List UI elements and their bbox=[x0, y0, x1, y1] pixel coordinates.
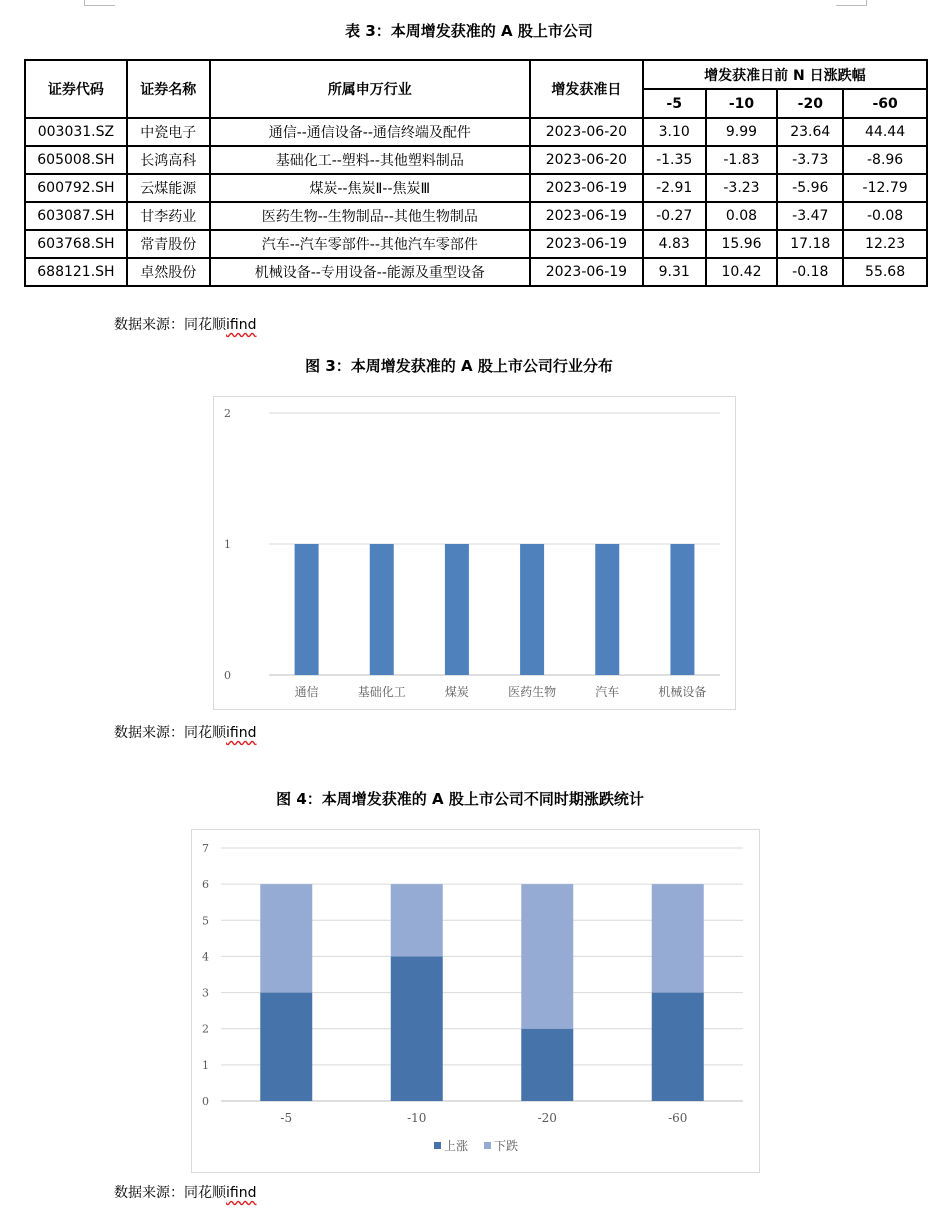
cell-code: 605008.SH bbox=[25, 146, 127, 174]
table-row bbox=[25, 202, 927, 230]
cell-name: 长鸿高科 bbox=[127, 146, 210, 174]
stock-table bbox=[24, 59, 928, 287]
cell-c20: 23.64 bbox=[777, 118, 843, 146]
cell-code: 688121.SH bbox=[25, 258, 127, 286]
source-note bbox=[114, 722, 256, 742]
stacked-bar-chart bbox=[192, 830, 759, 1172]
bar-segment bbox=[652, 884, 704, 992]
period-change-chart bbox=[191, 829, 760, 1173]
cell-date: 2023-06-19 bbox=[530, 230, 643, 258]
cell-c10: 0.08 bbox=[706, 202, 778, 230]
table-row bbox=[25, 258, 927, 286]
cell-industry: 通信--通信设备--通信终端及配件 bbox=[210, 118, 530, 146]
cell-c5: -1.35 bbox=[643, 146, 706, 174]
header-code: 证券代码 bbox=[25, 60, 127, 118]
header-name: 证券名称 bbox=[127, 60, 210, 118]
x-tick-label: 汽车 bbox=[595, 685, 620, 699]
table-title: 表 3：本周增发获准的 A 股上市公司 bbox=[345, 22, 593, 40]
bar bbox=[370, 544, 394, 675]
source-note bbox=[114, 314, 256, 334]
cell-c10: 15.96 bbox=[706, 230, 778, 258]
bar-segment bbox=[391, 956, 443, 1101]
y-tick-label: 3 bbox=[202, 986, 209, 1000]
bar-segment bbox=[521, 884, 573, 1029]
x-tick-label: -20 bbox=[537, 1111, 557, 1125]
cell-name: 中瓷电子 bbox=[127, 118, 210, 146]
header-period: -20 bbox=[777, 89, 843, 118]
y-tick-label: 6 bbox=[202, 878, 209, 892]
cell-c5: 9.31 bbox=[643, 258, 706, 286]
bar bbox=[595, 544, 619, 675]
source-tool: ifind bbox=[226, 317, 257, 333]
cell-industry: 汽车--汽车零部件--其他汽车零部件 bbox=[210, 230, 530, 258]
header-date: 增发获准日 bbox=[530, 60, 643, 118]
cell-industry: 机械设备--专用设备--能源及重型设备 bbox=[210, 258, 530, 286]
cell-c5: 3.10 bbox=[643, 118, 706, 146]
cell-date: 2023-06-20 bbox=[530, 118, 643, 146]
source-prefix: 数据来源：同花顺 bbox=[114, 1185, 226, 1201]
cell-code: 603087.SH bbox=[25, 202, 127, 230]
cell-name: 云煤能源 bbox=[127, 174, 210, 202]
x-tick-label: 基础化工 bbox=[357, 685, 406, 699]
cell-c20: 17.18 bbox=[777, 230, 843, 258]
y-tick-label: 1 bbox=[202, 1058, 209, 1072]
header-change-group: 增发获准日前 N 日涨跌幅 bbox=[643, 60, 927, 89]
cell-c60: -0.08 bbox=[843, 202, 927, 230]
legend-swatch bbox=[484, 1142, 491, 1149]
cell-c60: 12.23 bbox=[843, 230, 927, 258]
cell-code: 600792.SH bbox=[25, 174, 127, 202]
source-prefix: 数据来源：同花顺 bbox=[114, 317, 226, 333]
source-note bbox=[114, 1182, 256, 1202]
cell-name: 卓然股份 bbox=[127, 258, 210, 286]
bar bbox=[295, 544, 319, 675]
y-tick-label: 2 bbox=[224, 407, 231, 420]
cell-c60: 44.44 bbox=[843, 118, 927, 146]
cell-date: 2023-06-20 bbox=[530, 146, 643, 174]
header-period: -5 bbox=[643, 89, 706, 118]
cell-c10: 10.42 bbox=[706, 258, 778, 286]
x-tick-label: -5 bbox=[280, 1111, 293, 1125]
x-tick-label: 煤炭 bbox=[444, 685, 469, 699]
bar-segment bbox=[391, 884, 443, 956]
cell-industry: 基础化工--塑料--其他塑料制品 bbox=[210, 146, 530, 174]
page-corner-mark-left bbox=[84, 0, 115, 6]
cell-code: 603768.SH bbox=[25, 230, 127, 258]
cell-c10: -3.23 bbox=[706, 174, 778, 202]
x-tick-label: -60 bbox=[668, 1111, 688, 1125]
y-tick-label: 0 bbox=[224, 669, 231, 682]
cell-name: 常青股份 bbox=[127, 230, 210, 258]
table-row bbox=[25, 146, 927, 174]
bar-segment bbox=[521, 1029, 573, 1101]
bar bbox=[520, 544, 544, 675]
x-tick-label: 机械设备 bbox=[658, 685, 707, 699]
y-tick-label: 1 bbox=[224, 538, 231, 551]
cell-c10: -1.83 bbox=[706, 146, 778, 174]
source-tool: ifind bbox=[226, 725, 257, 741]
cell-code: 003031.SZ bbox=[25, 118, 127, 146]
cell-c20: -3.73 bbox=[777, 146, 843, 174]
legend-label: 下跌 bbox=[494, 1139, 519, 1153]
cell-c5: -2.91 bbox=[643, 174, 706, 202]
cell-industry: 煤炭--焦炭Ⅱ--焦炭Ⅲ bbox=[210, 174, 530, 202]
cell-c60: -12.79 bbox=[843, 174, 927, 202]
bar bbox=[670, 544, 694, 675]
table-row bbox=[25, 118, 927, 146]
cell-c5: -0.27 bbox=[643, 202, 706, 230]
table-header-row bbox=[25, 60, 927, 89]
source-prefix: 数据来源：同花顺 bbox=[114, 725, 226, 741]
cell-date: 2023-06-19 bbox=[530, 174, 643, 202]
cell-c60: -8.96 bbox=[843, 146, 927, 174]
header-industry: 所属申万行业 bbox=[210, 60, 530, 118]
table-row bbox=[25, 174, 927, 202]
cell-c60: 55.68 bbox=[843, 258, 927, 286]
x-tick-label: 医药生物 bbox=[508, 685, 557, 699]
cell-c5: 4.83 bbox=[643, 230, 706, 258]
legend-swatch bbox=[434, 1142, 441, 1149]
table-row bbox=[25, 230, 927, 258]
header-period: -10 bbox=[706, 89, 778, 118]
cell-c20: -5.96 bbox=[777, 174, 843, 202]
industry-distribution-chart bbox=[213, 396, 736, 710]
page-corner-mark-right bbox=[836, 0, 867, 6]
cell-c20: -0.18 bbox=[777, 258, 843, 286]
y-tick-label: 7 bbox=[202, 842, 209, 855]
bar bbox=[445, 544, 469, 675]
legend-label: 上涨 bbox=[444, 1139, 469, 1153]
cell-date: 2023-06-19 bbox=[530, 258, 643, 286]
bar-segment bbox=[260, 993, 312, 1101]
y-tick-label: 2 bbox=[202, 1022, 209, 1036]
y-tick-label: 4 bbox=[202, 950, 209, 964]
x-tick-label: 通信 bbox=[294, 685, 319, 699]
cell-industry: 医药生物--生物制品--其他生物制品 bbox=[210, 202, 530, 230]
chart3-title: 图 3：本周增发获准的 A 股上市公司行业分布 bbox=[305, 357, 613, 375]
cell-c20: -3.47 bbox=[777, 202, 843, 230]
x-tick-label: -10 bbox=[407, 1111, 427, 1125]
chart4-title: 图 4：本周增发获准的 A 股上市公司不同时期涨跌统计 bbox=[276, 790, 644, 808]
y-tick-label: 0 bbox=[202, 1095, 209, 1108]
bar-segment bbox=[260, 884, 312, 992]
bar-segment bbox=[652, 993, 704, 1101]
source-tool: ifind bbox=[226, 1185, 257, 1201]
cell-name: 甘李药业 bbox=[127, 202, 210, 230]
industry-bar-chart bbox=[214, 397, 735, 709]
cell-date: 2023-06-19 bbox=[530, 202, 643, 230]
cell-c10: 9.99 bbox=[706, 118, 778, 146]
y-tick-label: 5 bbox=[202, 914, 209, 928]
header-period: -60 bbox=[843, 89, 927, 118]
